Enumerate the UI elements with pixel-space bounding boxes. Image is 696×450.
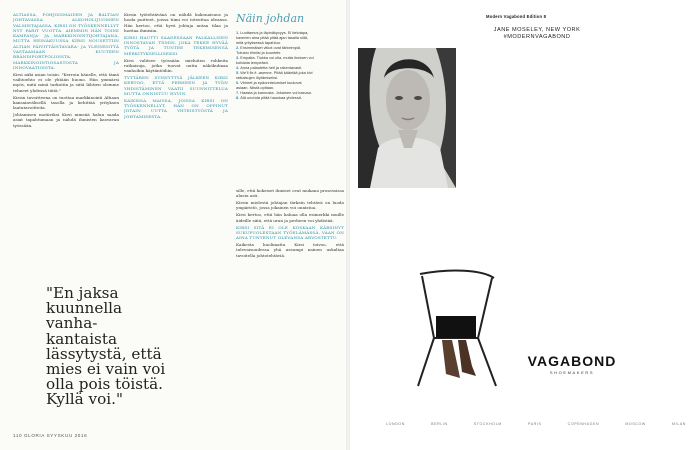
vagabond-logo — [524, 353, 620, 375]
article-paragraph: KIRSI HAUTTI SAADESSAAN PALKALLISEN INNOSTAVAN TIIMIN, JOKA TEKEE HYVÄÄ TYÖTÄ JA TUNTEE TEKEMISENSÄ MERKITYKSELLISEKSI. — [124, 34, 228, 56]
tip-number: 1. — [236, 30, 240, 35]
sidebar-title: Näin johdan — [236, 12, 305, 25]
tip-number: 7. — [236, 90, 240, 95]
page-folio: 110 GLORIA SYYSKUU 2016 — [13, 433, 88, 438]
tip-text: Virheet ja epäonnistumiset kuuluvat asiaan. Niistä opitaan. — [236, 80, 302, 90]
ad-photo-boots-chair — [412, 268, 500, 388]
article-paragraph: Kaikesta huolimatta Kirsi toivoo, että tulevaisuudessa yhä useampi nainen uskaltaa tavoitella johtotehtäviä. — [236, 242, 344, 258]
leadership-tips-list — [236, 30, 314, 100]
tip-item — [236, 95, 314, 100]
pull-quote: "En jaksa kuunnella vanha-kantaista lässytystä, että mies ei vain voi olla pois töistä. Kyllä voi." — [46, 284, 166, 409]
tip-number: 4. — [236, 65, 240, 70]
brand-name: VAGABOND — [527, 353, 617, 369]
ad-city: PARIS — [528, 422, 542, 426]
article-paragraph: KIRSI SITÄ EI OLE KOSKAAN KÄRSINYT SUKUPUOLESTAAN TYÖELÄMÄSSÄ, VAAN ON AINA TUNTENUT OLEVANSA ARVOSTETTU. — [236, 224, 344, 241]
article-paragraph: ALTIASSA, POHJOISMAIDEN JA BALTIAN JOHTAVASSA ALKOHOLIJUOMIEN VALMISTAJASSA, KIRSI ON TYÖSKENNELLYT NYT PARIT VUOTTA. AIEMMIN HÄN TOIMI KAMPANJA- JA MARKKINOINTIJOHTAJANA, MUTTA HEINÄKUUSSA KIRSI NOUSETTIIN ALTIAN PÄIVITTÄISTAVARA- JA YLEISESITTÄ VASTAAMAAN KUUTEEN BRÄNDIPORTFOLIOISTA, MARKKINOINTIOSASTOSTA JA INNOVAATIOISTA. — [13, 12, 119, 70]
ad-edition-label: Modern Vagabond Edition 8 — [486, 14, 547, 19]
tip-text: We'll fix it -asenne. Pitää kääntää joka kivi ratkaisujen löytämiseksi. — [236, 70, 313, 80]
tip-text: Luottamus ja läpinäkyvyys. Ei tietotapa, kaverien aina pitää pitää ajan tasalla siitä, mitä yrityksessä tapahtuu. — [236, 30, 309, 45]
brand-tagline: SHOEMAKERS — [549, 370, 595, 375]
tip-number: 3. — [236, 55, 240, 60]
ad-header-line-2: #MODERNVAGABOND — [503, 34, 571, 41]
ad-city: BERLIN — [431, 422, 448, 426]
ad-city: STOCKHOLM — [473, 422, 502, 426]
article-paragraph: Kirsin mielestä johtajan tärkein tehtävä on luoda ympäristö, jossa jokainen voi onnistua. — [236, 200, 344, 211]
article-paragraph: sille, että kokeiset ihmiset ovat mukana prosessissa alusta asti. — [236, 188, 344, 199]
tip-text: Ensimmäiset viikot ovat tärkeimpiä. Tutustu tiimiisi ja kuuntele. — [236, 45, 302, 55]
tip-item — [236, 30, 314, 45]
tip-item — [236, 45, 314, 55]
ad-header — [486, 27, 588, 42]
page-gutter — [346, 0, 350, 450]
article-paragraph: KAIKISSA MAISSA, JOISSA KIRSI ON TYÖSKENNELLYT, HÄN ON OPPINUT JOTAIN UUTTA YHTEISTYÖSTÄ JA JOHTAMISESTA. — [124, 97, 228, 119]
tip-text: Älä unohda pitää hauskaa yhdessä. — [240, 95, 302, 100]
tip-number: 5. — [236, 70, 240, 75]
ad-city: MOSCOW — [625, 422, 646, 426]
tip-item — [236, 55, 314, 65]
ad-cities-row — [386, 422, 686, 426]
article-paragraph: Kirsi näki asian toisin. "Kerroin hänelle, että tämä vaihtoehto ei ole yhtään huono. Hän ymmärsi myös, mitä minä tarkoitin ja siitä lähtien olemme tehneet yhdessä töitä." — [13, 71, 119, 93]
article-column-1 — [13, 12, 119, 280]
ad-photo-portrait — [358, 48, 456, 188]
article-paragraph: Kirsi valitsee työssään mieluiten rohkeita ratkaisuja, jotka tuovat uutta näkökulmaa vanhoihin käytäntöihin. — [124, 57, 228, 74]
tip-item — [236, 70, 314, 80]
tip-text: Anna palautetta heti ja rakentavasti. — [240, 65, 303, 70]
tip-number: 2. — [236, 45, 240, 50]
tip-item — [236, 80, 314, 90]
tip-number: 8. — [236, 95, 240, 100]
article-paragraph: TYTTÄREN SYNNYTTYÄ JÄLKEEN KIRSI KERTOO, ETTÄ PERHEEN JA TYÖN YHDISTÄMINEN VAATII SUUNNITTELUA MUTTA ONNISTUU HYVIN. — [124, 75, 228, 96]
article-paragraph: Kirsi kertoo, että hän haluaa olla esimerkki muille äideille siitä, että uran ja perheen voi yhdistää. — [236, 212, 344, 223]
ad-city: MILAN — [672, 422, 686, 426]
tip-number: 6. — [236, 80, 240, 85]
article-paragraph: Johtamisen motiiviksi Kirsi nimeää halun saada asiat tapahtumaan ja nähdä ihmisten kasvavan työssään. — [13, 112, 119, 128]
ad-city: LONDON — [386, 422, 405, 426]
article-column-3 — [236, 188, 344, 420]
ad-header-line-1: JANE MOSELEY, NEW YORK — [493, 27, 581, 33]
ad-city: COPENHAGEN — [567, 422, 600, 426]
tip-text: Empatia. Tiukka voi olla, mutta ihmisen voi kohdata lempeästi. — [236, 55, 314, 65]
article-paragraph: Kirsin tavoitteena on tuottaa markkinointi Altiaan kansainvälisellä tasolla ja kehittää yrityksen laatutavoitteita. — [13, 94, 119, 111]
article-paragraph: Kirsin työtehtävänä on nähdä kokonaisuus ja luoda puitteet, joissa tiimi voi toteuttaa ideansa. Hän kertoo, että hyvä johtaja antaa tilaa ja luottaa ihmisiin. — [124, 12, 228, 33]
tip-text: Haasta ja kannusta. Jokainen voi kasvaa. — [240, 90, 312, 95]
